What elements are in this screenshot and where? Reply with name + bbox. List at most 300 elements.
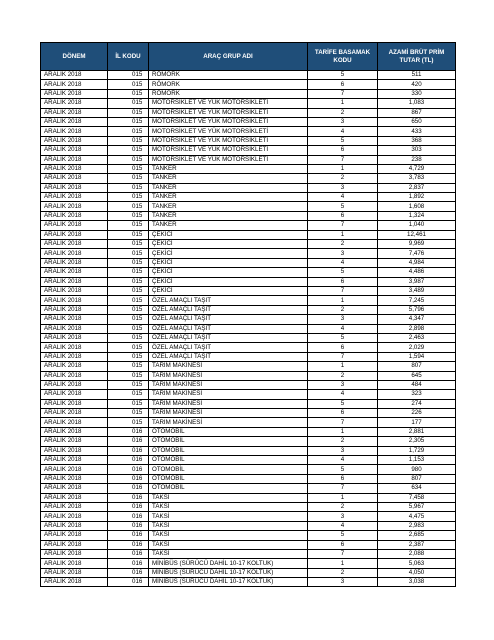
table-row [41,484,456,493]
table-row [41,99,456,108]
cell-azami-brut-prim-tutar: 274 [378,399,456,408]
cell-donem: ARALIK 2018 [41,409,108,418]
cell-arac-grup-adi: RÖMORK [149,71,308,80]
cell-tarife-basamak-kodu: 7 [308,89,378,98]
cell-tarife-basamak-kodu: 4 [308,193,378,202]
cell-il-kodu: 015 [108,108,149,117]
cell-azami-brut-prim-tutar: 1,153 [378,456,456,465]
cell-arac-grup-adi: RÖMORK [149,89,308,98]
cell-tarife-basamak-kodu: 5 [308,268,378,277]
cell-donem: ARALIK 2018 [41,549,108,558]
cell-donem: ARALIK 2018 [41,155,108,164]
table-row [41,249,456,258]
cell-donem: ARALIK 2018 [41,305,108,314]
cell-arac-grup-adi: TARIM MAKİNESİ [149,418,308,427]
cell-azami-brut-prim-tutar: 1,608 [378,202,456,211]
cell-il-kodu: 016 [108,540,149,549]
table-row [41,193,456,202]
cell-donem: ARALIK 2018 [41,136,108,145]
cell-tarife-basamak-kodu: 5 [308,136,378,145]
cell-arac-grup-adi: TARIM MAKİNESİ [149,399,308,408]
cell-tarife-basamak-kodu: 3 [308,183,378,192]
table-row [41,502,456,511]
cell-tarife-basamak-kodu: 6 [308,146,378,155]
cell-il-kodu: 015 [108,362,149,371]
cell-arac-grup-adi: ÖZEL AMAÇLI TAŞIT [149,343,308,352]
cell-azami-brut-prim-tutar: 2,029 [378,343,456,352]
cell-tarife-basamak-kodu: 2 [308,502,378,511]
table-row [41,409,456,418]
table-row [41,164,456,173]
cell-arac-grup-adi: TARIM MAKİNESİ [149,390,308,399]
table-row [41,568,456,577]
cell-tarife-basamak-kodu: 2 [308,371,378,380]
cell-tarife-basamak-kodu: 4 [308,456,378,465]
cell-donem: ARALIK 2018 [41,296,108,305]
cell-tarife-basamak-kodu: 2 [308,305,378,314]
cell-azami-brut-prim-tutar: 7,458 [378,493,456,502]
cell-donem: ARALIK 2018 [41,484,108,493]
cell-donem: ARALIK 2018 [41,268,108,277]
cell-donem: ARALIK 2018 [41,540,108,549]
table-row [41,305,456,314]
cell-arac-grup-adi: TAKSİ [149,502,308,511]
table-row [41,315,456,324]
cell-arac-grup-adi: OTOMOBİL [149,427,308,436]
table-row [41,136,456,145]
cell-il-kodu: 015 [108,380,149,389]
cell-tarife-basamak-kodu: 6 [308,474,378,483]
cell-azami-brut-prim-tutar: 867 [378,108,456,117]
cell-donem: ARALIK 2018 [41,568,108,577]
cell-arac-grup-adi: ÇEKİCİ [149,258,308,267]
cell-arac-grup-adi: ÖZEL AMAÇLI TAŞIT [149,296,308,305]
table-row [41,362,456,371]
cell-tarife-basamak-kodu: 7 [308,286,378,295]
cell-tarife-basamak-kodu: 1 [308,164,378,173]
cell-il-kodu: 016 [108,568,149,577]
cell-arac-grup-adi: RÖMORK [149,80,308,89]
cell-arac-grup-adi: TAKSİ [149,521,308,530]
cell-il-kodu: 015 [108,136,149,145]
cell-donem: ARALIK 2018 [41,333,108,342]
table-row [41,399,456,408]
cell-azami-brut-prim-tutar: 3,987 [378,277,456,286]
cell-azami-brut-prim-tutar: 2,463 [378,333,456,342]
cell-azami-brut-prim-tutar: 4,475 [378,512,456,521]
cell-tarife-basamak-kodu: 6 [308,277,378,286]
cell-il-kodu: 015 [108,202,149,211]
cell-tarife-basamak-kodu: 2 [308,108,378,117]
cell-azami-brut-prim-tutar: 2,088 [378,549,456,558]
cell-donem: ARALIK 2018 [41,456,108,465]
header-row [41,43,456,71]
cell-azami-brut-prim-tutar: 5,796 [378,305,456,314]
cell-donem: ARALIK 2018 [41,390,108,399]
cell-il-kodu: 015 [108,164,149,173]
cell-il-kodu: 016 [108,484,149,493]
table-row [41,512,456,521]
cell-azami-brut-prim-tutar: 226 [378,409,456,418]
table-header [41,43,456,71]
cell-tarife-basamak-kodu: 3 [308,380,378,389]
cell-donem: ARALIK 2018 [41,502,108,511]
table-row [41,174,456,183]
cell-azami-brut-prim-tutar: 2,305 [378,437,456,446]
cell-tarife-basamak-kodu: 5 [308,71,378,80]
cell-il-kodu: 015 [108,71,149,80]
cell-arac-grup-adi: TAKSİ [149,549,308,558]
cell-donem: ARALIK 2018 [41,117,108,126]
cell-azami-brut-prim-tutar: 238 [378,155,456,164]
table-row [41,465,456,474]
table-row [41,146,456,155]
cell-arac-grup-adi: TAKSİ [149,540,308,549]
cell-azami-brut-prim-tutar: 2,685 [378,531,456,540]
cell-donem: ARALIK 2018 [41,146,108,155]
header-tarife-basamak-kodu: TARİFE BASAMAK KODU [308,43,378,71]
table-row [41,540,456,549]
header-donem: DÖNEM [41,43,108,71]
cell-arac-grup-adi: TANKER [149,221,308,230]
table-row [41,296,456,305]
cell-il-kodu: 015 [108,286,149,295]
cell-azami-brut-prim-tutar: 511 [378,71,456,80]
cell-tarife-basamak-kodu: 7 [308,418,378,427]
table-row [41,221,456,230]
cell-tarife-basamak-kodu: 4 [308,258,378,267]
cell-il-kodu: 015 [108,343,149,352]
cell-arac-grup-adi: TANKER [149,174,308,183]
cell-donem: ARALIK 2018 [41,380,108,389]
cell-il-kodu: 016 [108,559,149,568]
cell-arac-grup-adi: TAKSİ [149,531,308,540]
cell-il-kodu: 015 [108,155,149,164]
cell-azami-brut-prim-tutar: 368 [378,136,456,145]
cell-il-kodu: 015 [108,305,149,314]
cell-azami-brut-prim-tutar: 807 [378,474,456,483]
cell-il-kodu: 016 [108,465,149,474]
cell-il-kodu: 015 [108,211,149,220]
cell-il-kodu: 015 [108,399,149,408]
cell-donem: ARALIK 2018 [41,465,108,474]
cell-donem: ARALIK 2018 [41,559,108,568]
cell-donem: ARALIK 2018 [41,193,108,202]
cell-il-kodu: 015 [108,89,149,98]
cell-azami-brut-prim-tutar: 1,892 [378,193,456,202]
cell-arac-grup-adi: TANKER [149,183,308,192]
table-row [41,80,456,89]
cell-tarife-basamak-kodu: 1 [308,493,378,502]
cell-azami-brut-prim-tutar: 12,461 [378,230,456,239]
table-row [41,183,456,192]
cell-tarife-basamak-kodu: 3 [308,117,378,126]
cell-azami-brut-prim-tutar: 9,969 [378,240,456,249]
cell-il-kodu: 015 [108,249,149,258]
cell-azami-brut-prim-tutar: 1,324 [378,211,456,220]
cell-arac-grup-adi: TARIM MAKİNESİ [149,380,308,389]
cell-azami-brut-prim-tutar: 2,837 [378,183,456,192]
cell-arac-grup-adi: TARIM MAKİNESİ [149,362,308,371]
cell-arac-grup-adi: ÇEKİCİ [149,230,308,239]
cell-donem: ARALIK 2018 [41,474,108,483]
cell-arac-grup-adi: MİNİBÜS (SÜRÜCÜ DAHİL 10-17 KOLTUK) [149,568,308,577]
cell-azami-brut-prim-tutar: 1,083 [378,99,456,108]
cell-tarife-basamak-kodu: 3 [308,315,378,324]
cell-il-kodu: 015 [108,352,149,361]
cell-azami-brut-prim-tutar: 420 [378,80,456,89]
cell-donem: ARALIK 2018 [41,521,108,530]
cell-il-kodu: 015 [108,268,149,277]
cell-azami-brut-prim-tutar: 4,984 [378,258,456,267]
table-row [41,202,456,211]
cell-donem: ARALIK 2018 [41,71,108,80]
cell-donem: ARALIK 2018 [41,277,108,286]
cell-donem: ARALIK 2018 [41,427,108,436]
cell-arac-grup-adi: TANKER [149,164,308,173]
cell-donem: ARALIK 2018 [41,164,108,173]
cell-il-kodu: 015 [108,99,149,108]
cell-il-kodu: 016 [108,521,149,530]
cell-tarife-basamak-kodu: 1 [308,362,378,371]
cell-donem: ARALIK 2018 [41,578,108,587]
cell-azami-brut-prim-tutar: 433 [378,127,456,136]
cell-arac-grup-adi: MOTORSİKLET VE YÜK MOTORSİKLETİ [149,136,308,145]
cell-donem: ARALIK 2018 [41,286,108,295]
cell-il-kodu: 016 [108,549,149,558]
cell-tarife-basamak-kodu: 4 [308,127,378,136]
cell-il-kodu: 016 [108,493,149,502]
cell-donem: ARALIK 2018 [41,371,108,380]
cell-tarife-basamak-kodu: 1 [308,296,378,305]
cell-arac-grup-adi: OTOMOBİL [149,446,308,455]
cell-arac-grup-adi: MOTORSİKLET VE YÜK MOTORSİKLETİ [149,127,308,136]
table-row [41,155,456,164]
cell-arac-grup-adi: MOTORSİKLET VE YÜK MOTORSİKLETİ [149,108,308,117]
cell-il-kodu: 015 [108,390,149,399]
cell-tarife-basamak-kodu: 6 [308,343,378,352]
cell-tarife-basamak-kodu: 3 [308,578,378,587]
cell-donem: ARALIK 2018 [41,211,108,220]
table-row [41,521,456,530]
cell-tarife-basamak-kodu: 7 [308,549,378,558]
cell-azami-brut-prim-tutar: 177 [378,418,456,427]
table-body [41,71,456,587]
cell-arac-grup-adi: ÇEKİCİ [149,240,308,249]
cell-azami-brut-prim-tutar: 484 [378,380,456,389]
table-row [41,324,456,333]
cell-il-kodu: 015 [108,193,149,202]
cell-azami-brut-prim-tutar: 4,486 [378,268,456,277]
table-row [41,286,456,295]
header-arac-grup-adi: ARAÇ GRUP ADI [149,43,308,71]
cell-donem: ARALIK 2018 [41,493,108,502]
cell-tarife-basamak-kodu: 7 [308,155,378,164]
table-row [41,268,456,277]
table-row [41,230,456,239]
cell-donem: ARALIK 2018 [41,89,108,98]
cell-il-kodu: 015 [108,146,149,155]
table-row [41,108,456,117]
table-row [41,333,456,342]
cell-tarife-basamak-kodu: 7 [308,352,378,361]
cell-azami-brut-prim-tutar: 1,040 [378,221,456,230]
cell-il-kodu: 015 [108,174,149,183]
cell-donem: ARALIK 2018 [41,512,108,521]
table-row [41,559,456,568]
cell-tarife-basamak-kodu: 1 [308,99,378,108]
table-row [41,493,456,502]
cell-arac-grup-adi: TAKSİ [149,512,308,521]
cell-arac-grup-adi: TANKER [149,193,308,202]
cell-tarife-basamak-kodu: 2 [308,437,378,446]
cell-azami-brut-prim-tutar: 4,347 [378,315,456,324]
cell-il-kodu: 016 [108,512,149,521]
cell-azami-brut-prim-tutar: 634 [378,484,456,493]
cell-tarife-basamak-kodu: 5 [308,399,378,408]
cell-donem: ARALIK 2018 [41,258,108,267]
cell-tarife-basamak-kodu: 5 [308,531,378,540]
table-row [41,418,456,427]
header-azami-brut-prim-tutar: AZAMİ BRÜT PRİM TUTAR (TL) [378,43,456,71]
cell-donem: ARALIK 2018 [41,183,108,192]
cell-donem: ARALIK 2018 [41,80,108,89]
table-row [41,390,456,399]
table-row [41,549,456,558]
cell-tarife-basamak-kodu: 3 [308,512,378,521]
cell-tarife-basamak-kodu: 4 [308,521,378,530]
cell-il-kodu: 015 [108,371,149,380]
cell-arac-grup-adi: OTOMOBİL [149,484,308,493]
cell-il-kodu: 015 [108,409,149,418]
cell-azami-brut-prim-tutar: 3,489 [378,286,456,295]
cell-donem: ARALIK 2018 [41,362,108,371]
cell-tarife-basamak-kodu: 3 [308,249,378,258]
cell-il-kodu: 016 [108,446,149,455]
cell-donem: ARALIK 2018 [41,446,108,455]
table-row [41,380,456,389]
cell-azami-brut-prim-tutar: 5,967 [378,502,456,511]
cell-azami-brut-prim-tutar: 5,063 [378,559,456,568]
table-row [41,127,456,136]
cell-donem: ARALIK 2018 [41,249,108,258]
cell-azami-brut-prim-tutar: 1,594 [378,352,456,361]
cell-il-kodu: 016 [108,456,149,465]
cell-arac-grup-adi: ÇEKİCİ [149,268,308,277]
cell-arac-grup-adi: ÇEKİCİ [149,249,308,258]
cell-donem: ARALIK 2018 [41,352,108,361]
table-row [41,371,456,380]
table-row [41,578,456,587]
cell-tarife-basamak-kodu: 5 [308,333,378,342]
cell-arac-grup-adi: ÖZEL AMAÇLI TAŞIT [149,305,308,314]
cell-arac-grup-adi: OTOMOBİL [149,474,308,483]
cell-il-kodu: 016 [108,427,149,436]
table-row [41,117,456,126]
cell-donem: ARALIK 2018 [41,399,108,408]
cell-il-kodu: 015 [108,117,149,126]
cell-arac-grup-adi: OTOMOBİL [149,437,308,446]
cell-il-kodu: 016 [108,578,149,587]
cell-arac-grup-adi: ÖZEL AMAÇLI TAŞIT [149,352,308,361]
cell-il-kodu: 015 [108,418,149,427]
cell-arac-grup-adi: MOTORSİKLET VE YÜK MOTORSİKLETİ [149,146,308,155]
cell-tarife-basamak-kodu: 2 [308,174,378,183]
table-row [41,531,456,540]
cell-donem: ARALIK 2018 [41,343,108,352]
cell-arac-grup-adi: TAKSİ [149,493,308,502]
table-row [41,437,456,446]
cell-donem: ARALIK 2018 [41,174,108,183]
cell-donem: ARALIK 2018 [41,230,108,239]
cell-arac-grup-adi: TARIM MAKİNESİ [149,371,308,380]
cell-tarife-basamak-kodu: 5 [308,465,378,474]
cell-il-kodu: 015 [108,315,149,324]
cell-azami-brut-prim-tutar: 3,783 [378,174,456,183]
cell-azami-brut-prim-tutar: 3,038 [378,578,456,587]
cell-arac-grup-adi: ÖZEL AMAÇLI TAŞIT [149,324,308,333]
table-row [41,474,456,483]
cell-tarife-basamak-kodu: 4 [308,324,378,333]
cell-arac-grup-adi: MOTORSİKLET VE YÜK MOTORSİKLETİ [149,155,308,164]
cell-tarife-basamak-kodu: 7 [308,221,378,230]
header-il-kodu: İL KODU [108,43,149,71]
cell-azami-brut-prim-tutar: 7,245 [378,296,456,305]
table-row [41,258,456,267]
cell-azami-brut-prim-tutar: 330 [378,89,456,98]
cell-il-kodu: 015 [108,80,149,89]
cell-arac-grup-adi: MOTORSİKLET VE YÜK MOTORSİKLETİ [149,99,308,108]
cell-tarife-basamak-kodu: 1 [308,230,378,239]
cell-azami-brut-prim-tutar: 807 [378,362,456,371]
cell-azami-brut-prim-tutar: 1,729 [378,446,456,455]
cell-donem: ARALIK 2018 [41,202,108,211]
cell-tarife-basamak-kodu: 6 [308,211,378,220]
cell-azami-brut-prim-tutar: 2,387 [378,540,456,549]
cell-donem: ARALIK 2018 [41,437,108,446]
cell-arac-grup-adi: ÇEKİCİ [149,286,308,295]
cell-azami-brut-prim-tutar: 980 [378,465,456,474]
cell-arac-grup-adi: MOTORSİKLET VE YÜK MOTORSİKLETİ [149,117,308,126]
cell-arac-grup-adi: OTOMOBİL [149,465,308,474]
cell-azami-brut-prim-tutar: 323 [378,390,456,399]
cell-tarife-basamak-kodu: 1 [308,427,378,436]
tariff-table-container [40,42,455,587]
cell-azami-brut-prim-tutar: 303 [378,146,456,155]
cell-arac-grup-adi: TANKER [149,211,308,220]
cell-il-kodu: 015 [108,333,149,342]
table-row [41,211,456,220]
cell-arac-grup-adi: MİNİBÜS (SÜRÜCÜ DAHİL 10-17 KOLTUK) [149,559,308,568]
table-row [41,446,456,455]
cell-azami-brut-prim-tutar: 2,881 [378,427,456,436]
table-row [41,427,456,436]
cell-donem: ARALIK 2018 [41,531,108,540]
cell-il-kodu: 016 [108,474,149,483]
cell-donem: ARALIK 2018 [41,108,108,117]
cell-il-kodu: 015 [108,240,149,249]
cell-il-kodu: 015 [108,258,149,267]
table-row [41,240,456,249]
cell-arac-grup-adi: TANKER [149,202,308,211]
cell-azami-brut-prim-tutar: 4,729 [378,164,456,173]
tariff-table [40,42,456,587]
cell-tarife-basamak-kodu: 1 [308,559,378,568]
cell-tarife-basamak-kodu: 5 [308,202,378,211]
cell-il-kodu: 015 [108,127,149,136]
cell-il-kodu: 015 [108,277,149,286]
cell-azami-brut-prim-tutar: 7,476 [378,249,456,258]
